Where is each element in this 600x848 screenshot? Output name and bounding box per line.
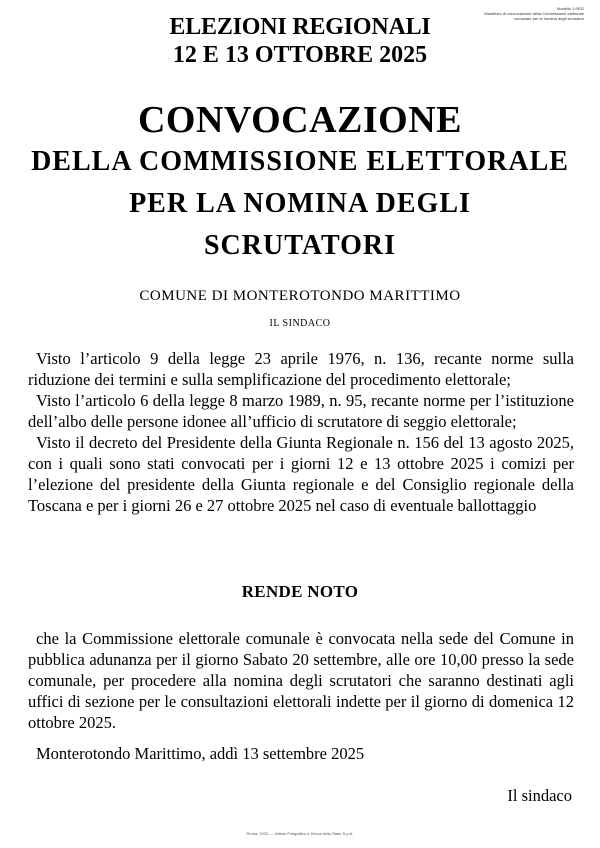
model-reference-line: Modello 1 REG (556, 6, 584, 11)
election-title: ELEZIONI REGIONALI (169, 14, 431, 40)
announcement-body (28, 628, 574, 733)
signature-label: Il sindaco (507, 786, 572, 805)
election-dates: 12 E 13 OTTOBRE 2025 (172, 42, 428, 68)
model-reference-line: comunale per la nomina degli scrutatori (514, 16, 584, 21)
place-and-date: Monterotondo Marittimo, addì 13 settembre 2025 (36, 744, 365, 763)
notice-subheading-line: DELLA COMMISSIONE ELETTORALE (31, 146, 569, 177)
whereas-paragraph: Visto l’articolo 9 della legge 23 aprile 1976, n. 136, recante norme sulla riduzione dei termini e sulla semplificazione del procedimento elettorale; (28, 349, 574, 389)
whereas-paragraph: Visto l’articolo 6 della legge 8 marzo 1989, n. 95, recante norme per l’istituzione dell’albo delle persone idonee all’ufficio di scrutatore di seggio elettorale; (28, 391, 574, 431)
announcement-paragraph: che la Commissione elettorale comunale è convocata nella sede del Comune in pubblica adunanza per il giorno Sabato 20 settembre, alle ore 10,00 presso la sede comunale, per procedere alla nomina degli scrutatori che saranno destinati agli uffici di sezione per le consultazioni elettorali indette per il giorno di domenica 12 ottobre 2025. (28, 629, 574, 732)
notice-subheading-line: SCRUTATORI (203, 230, 397, 261)
printer-footer-note: Roma, 2025 — Istituto Poligrafico e Zecca dello Stato S.p.A. (246, 831, 354, 836)
whereas-paragraph: Visto il decreto del Presidente della Giunta Regionale n. 156 del 13 agosto 2025, con i quali sono stati convocati per i giorni 12 e 13 ottobre 2025 i comizi per l’elezione del presidente della Giunta regionale e del Consiglio regionale della Toscana e per i giorni 26 e 27 ottobre 2025 nel caso di eventuale ballottaggio (28, 433, 574, 515)
notice-subheading-line: PER LA NOMINA DEGLI (129, 188, 471, 219)
model-reference-line: Manifesto di convocazione della Commissione elettorale (484, 11, 584, 16)
municipality-name: COMUNE DI MONTEROTONDO MARITTIMO (139, 288, 461, 304)
mayor-title: IL SINDACO (269, 318, 331, 329)
whereas-clauses (28, 348, 574, 516)
notice-heading: CONVOCAZIONE (137, 99, 463, 141)
announcement-heading: RENDE NOTO (241, 582, 359, 601)
